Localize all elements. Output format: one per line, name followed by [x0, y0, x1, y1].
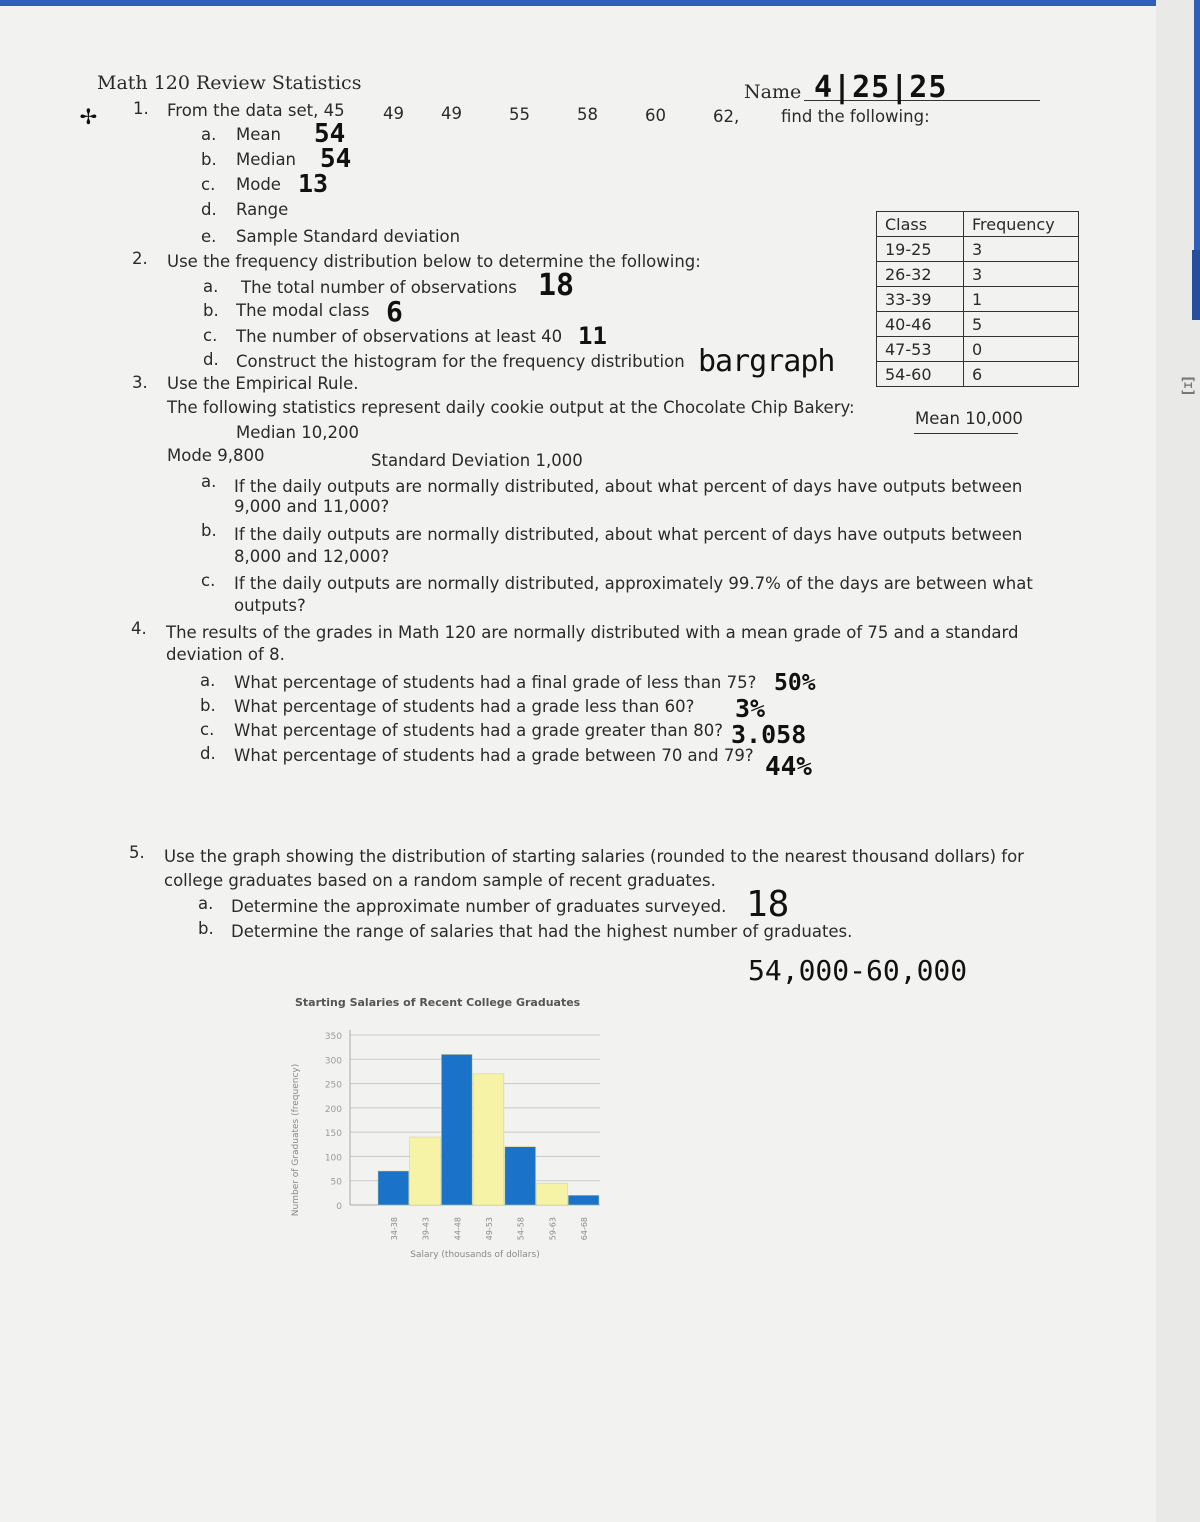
q1d-label: Range: [236, 200, 289, 219]
q1-value: 62,: [713, 107, 740, 126]
q2d-label: Construct the histogram for the frequency distribution: [236, 352, 685, 371]
name-label: Name: [744, 81, 802, 103]
q2d-letter: d.: [203, 350, 219, 369]
y-axis-label: Number of Graduates (frequency): [291, 1063, 301, 1217]
q5a-answer: 18: [746, 884, 790, 925]
q2c-label: The number of observations at least 40: [236, 327, 563, 346]
table-cell: 33-39: [877, 287, 964, 312]
q1-value: 58: [577, 105, 598, 124]
q5b-answer: 54,000-60,000: [748, 954, 968, 987]
q5a-letter: a.: [198, 894, 214, 913]
q2b-letter: b.: [203, 301, 219, 320]
q3b-letter: b.: [201, 521, 217, 540]
q5a-label: Determine the approximate number of graduates surveyed.: [231, 897, 727, 916]
q4-line1: The results of the grades in Math 120 are normally distributed with a mean grade of 75 and a standard: [166, 623, 1019, 642]
q5b-label: Determine the range of salaries that had the highest number of graduates.: [231, 922, 853, 941]
table-cell: 47-53: [877, 337, 964, 362]
q4a-answer: 50%: [774, 670, 816, 696]
x-tick-label: 59-63: [548, 1217, 558, 1241]
q1b-label: Median: [236, 150, 297, 169]
q1e-letter: e.: [201, 227, 217, 246]
table-row: [877, 362, 1079, 387]
table-row: [877, 337, 1079, 362]
y-tick-label: 300: [324, 1056, 342, 1067]
q2b-label: The modal class: [236, 301, 370, 320]
q3-stats-intro: The following statistics represent daily cookie output at the Chocolate Chip Bakery:: [167, 398, 855, 417]
q4d-answer: 44%: [765, 752, 812, 782]
frequency-table: [876, 211, 1079, 387]
star-mark: ✢: [80, 98, 97, 131]
q2-prompt: Use the frequency distribution below to determine the following:: [167, 252, 701, 271]
q3c-letter: c.: [201, 571, 216, 590]
q2c-letter: c.: [203, 326, 218, 345]
edge-glyph: Ξ: [1180, 375, 1196, 400]
histogram-bar: [473, 1074, 504, 1205]
q5-number: 5.: [129, 843, 145, 862]
histogram-bar: [378, 1171, 409, 1205]
table-cell: 19-25: [877, 237, 964, 262]
q1e-label: Sample Standard deviation: [236, 227, 461, 246]
scan-top-edge: [0, 0, 1200, 6]
table-cell: 26-32: [877, 262, 964, 287]
mean-underline: [914, 433, 1018, 434]
q5-line1: Use the graph showing the distribution of starting salaries (rounded to the nearest thousand dollars) for: [164, 847, 1024, 866]
q3a-line1: If the daily outputs are normally distributed, about what percent of days have outputs between: [234, 477, 1023, 496]
table-cell: 3: [964, 262, 1079, 287]
q1-prompt: From the data set, 45: [167, 101, 345, 120]
q4-number: 4.: [131, 619, 147, 638]
histogram-bar: [441, 1054, 472, 1205]
histogram-bar: [568, 1195, 599, 1205]
scan-right-edge: [1156, 0, 1200, 1522]
q4-line2: deviation of 8.: [166, 645, 285, 664]
q4a-label: What percentage of students had a final grade of less than 75?: [234, 673, 757, 692]
q3a-line2: 9,000 and 11,000?: [234, 497, 390, 516]
q3-mode: Mode 9,800: [167, 446, 265, 465]
q5b-letter: b.: [198, 919, 214, 938]
q1a-label: Mean: [236, 125, 281, 144]
q3b-line2: 8,000 and 12,000?: [234, 547, 390, 566]
q1c-letter: c.: [201, 175, 216, 194]
q2-number: 2.: [132, 249, 148, 268]
q3c-line1: If the daily outputs are normally distributed, approximately 99.7% of the days are between what: [234, 574, 1033, 593]
q1-value: 49: [441, 104, 462, 123]
q2d-answer: bargraph: [698, 344, 835, 379]
q4c-label: What percentage of students had a grade greater than 80?: [234, 721, 724, 740]
table-cell: 3: [964, 237, 1079, 262]
table-cell: 5: [964, 312, 1079, 337]
y-tick-label: 350: [324, 1032, 342, 1042]
scan-edge-stripe: [1194, 0, 1200, 250]
salary-histogram: [280, 990, 630, 1280]
q5-line2: college graduates based on a random sample of recent graduates.: [164, 871, 716, 890]
q2a-answer: 18: [538, 268, 575, 303]
histogram-bar: [410, 1137, 441, 1205]
x-tick-label: 39-43: [421, 1217, 431, 1241]
y-tick-label: 250: [324, 1080, 342, 1091]
q1-value: 49: [383, 104, 404, 123]
table-cell: 40-46: [877, 312, 964, 337]
q3c-line2: outputs?: [234, 596, 306, 615]
table-cell: 0: [964, 337, 1079, 362]
table-row: [877, 287, 1079, 312]
q2c-answer: 11: [578, 322, 607, 350]
q2b-answer: 6: [386, 295, 403, 328]
y-tick-label: 200: [324, 1104, 342, 1115]
q3-prompt: Use the Empirical Rule.: [167, 374, 359, 393]
name-handwriting: 4|25|25: [814, 70, 948, 105]
q1a-letter: a.: [201, 125, 217, 144]
q1c-answer: 13: [298, 169, 329, 198]
q4b-label: What percentage of students had a grade less than 60?: [234, 697, 695, 716]
table-row: [877, 237, 1079, 262]
x-tick-label: 49-53: [485, 1217, 494, 1241]
table-cell: 6: [964, 362, 1079, 387]
x-tick-label: 34-38: [389, 1217, 399, 1241]
table-header: Class: [877, 212, 964, 237]
q3-sd: Standard Deviation 1,000: [371, 451, 583, 470]
q1-number: 1.: [133, 99, 149, 118]
table-row: [877, 312, 1079, 337]
histogram-bar: [537, 1183, 568, 1205]
table-cell: 1: [964, 287, 1079, 312]
y-tick-label: 0: [336, 1202, 342, 1212]
table-row: [877, 262, 1079, 287]
q1-value: 60: [645, 106, 666, 125]
q3a-letter: a.: [201, 472, 217, 491]
chart-title: Starting Salaries of Recent College Graduates: [295, 996, 581, 1009]
q3-number: 3.: [132, 373, 148, 392]
q4c-answer: 3.058: [731, 720, 807, 749]
y-tick-label: 50: [330, 1177, 342, 1188]
table-header: Frequency: [964, 212, 1079, 237]
x-tick-label: 44-48: [453, 1217, 463, 1241]
q2a-letter: a.: [203, 277, 219, 296]
q3-mean: Mean 10,000: [915, 409, 1023, 428]
q1-value: 55: [509, 105, 530, 124]
y-tick-label: 100: [324, 1153, 342, 1164]
q1b-answer: 54: [320, 144, 352, 174]
q4a-letter: a.: [200, 671, 216, 690]
scan-edge-stripe: [1192, 250, 1200, 320]
q4d-label: What percentage of students had a grade between 70 and 79?: [234, 746, 754, 765]
q4c-letter: c.: [200, 720, 215, 739]
table-header-row: [877, 212, 1079, 237]
q3-median: Median 10,200: [236, 423, 359, 442]
q3b-line1: If the daily outputs are normally distributed, about what percent of days have outputs between: [234, 525, 1023, 544]
x-axis-label: Salary (thousands of dollars): [410, 1250, 540, 1260]
q4b-letter: b.: [200, 696, 216, 715]
y-tick-label: 150: [324, 1129, 342, 1140]
q1d-letter: d.: [201, 200, 217, 219]
x-tick-label: 64-68: [580, 1217, 590, 1241]
q1b-letter: b.: [201, 150, 217, 169]
q1a-answer: 54: [314, 119, 346, 149]
q1-find: find the following:: [781, 107, 930, 126]
histogram-bar: [505, 1147, 536, 1205]
q4b-answer: 3%: [735, 694, 766, 723]
q1c-label: Mode: [236, 175, 281, 194]
q4d-letter: d.: [200, 744, 216, 763]
q2a-label: The total number of observations: [241, 278, 517, 297]
page-title: Math 120 Review Statistics: [97, 72, 362, 94]
x-tick-label: 54-58: [516, 1217, 526, 1241]
table-cell: 54-60: [877, 362, 964, 387]
